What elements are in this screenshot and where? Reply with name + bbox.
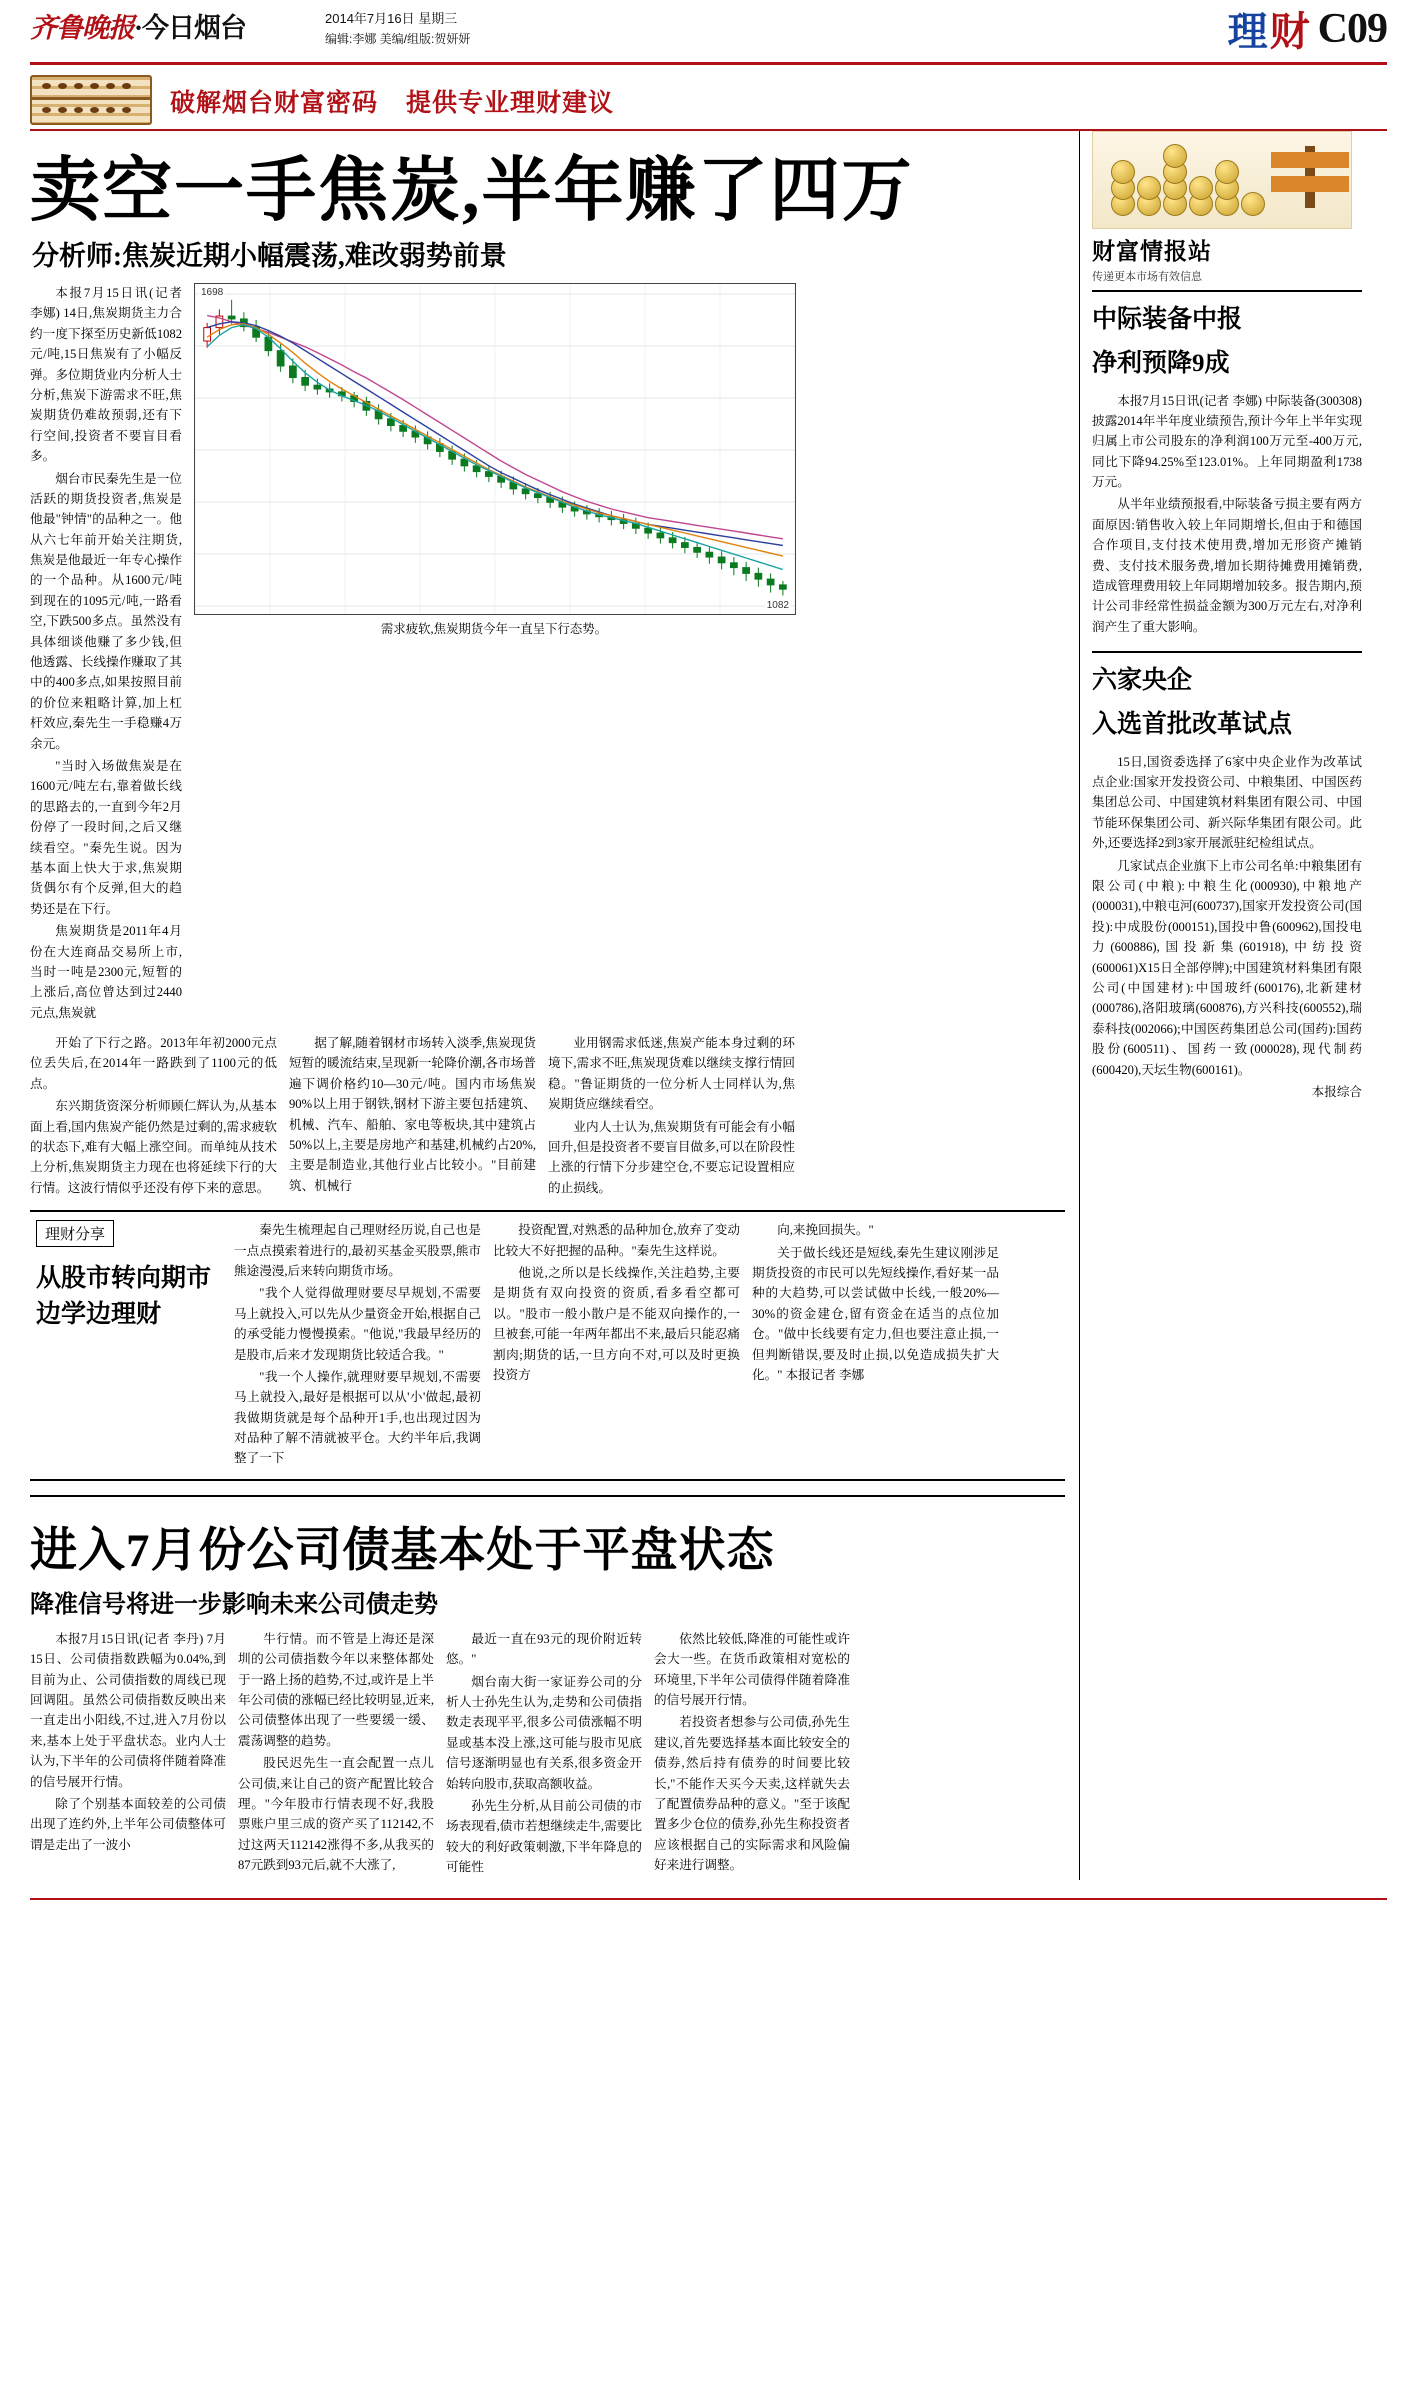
section-name — [1228, 0, 1312, 57]
paragraph: "我个人觉得做理财要尽早规划,不需要马上就投入,可以先从少量资金开始,根据自己的承受能力慢慢摸索。"他说,"我最早经历的是股市,后来才发现期货比较适合我。" — [234, 1286, 481, 1362]
story2-column-1 — [30, 1629, 226, 1880]
paragraph: 据了解,随着钢材市场转入淡季,焦炭现货短暂的暖流结束,呈现新一轮降价潮,各市场普遍下调价格约10—30元/吨。国内市场焦炭90%以上用于钢铁,钢材下游主要包括建筑、机械、汽车、船舶、家电等板块,其中建筑占50%以上,主要是房地产和基建,机械约占20%,主要是制造业,其他行业占比较小。"目前建筑、机械行 — [289, 1036, 536, 1193]
paragraph: 烟台市民秦先生是一位活跃的期货投资者,焦炭是他最"钟情"的品种之一。他从六七年前开始关注期货,焦炭是他最近一年专心操作的一个品种。从1600元/吨到现在的1095元/吨,一路看空,下跌500多点。虽然没有具体细谈他赚了多少钱,但他透露、长线操作赚取了其中的400多点,如果按照目前的价位来粗略计算,加上杠杆效应,秦先生一手稳赚4万余元。 — [30, 471, 182, 751]
banner-slogan-2: 提供专业理财建议 — [406, 90, 615, 117]
story2-column-5 — [862, 1629, 1058, 1880]
abacus-icon — [30, 75, 152, 125]
paragraph: 业内人士认为,焦炭期货有可能会有小幅回升,但是投资者不要盲目做多,可以在阶段性上涨的行情下分步建空仓,不要忘记设置相应的止损线。 — [548, 1119, 795, 1195]
sidebar-news2-body — [1092, 752, 1362, 1103]
footer-rule — [30, 1898, 1387, 1900]
paragraph: 股民迟先生一直会配置一点儿公司债,来让自己的资产配置比较合理。"今年股市行情表现不好,我股票账户里三成的资产买了112142,不过这两天112142涨得不多,从我买的87元跌到93元后,就不大涨了, — [238, 1756, 434, 1873]
sidebar-news2-title-line2: 入选首批改革试点 — [1092, 711, 1293, 739]
paragraph: 牛行情。而不管是上海还是深圳的公司债指数今年以来整体都处于一路上扬的趋势,不过,或许是上半年公司债的涨幅已经比较明显,近来,公司债整体出现了一些要缓一缓、震荡调整的趋势。 — [238, 1631, 434, 1748]
paragraph: 向,来挽回损失。" — [777, 1223, 874, 1238]
paragraph: 几家试点企业旗下上市公司名单:中粮集团有限公司(中粮):中粮生化(000930),中粮地产(000031),中粮屯河(600737),国家开发投资公司(国投):中成股份(000151),国投中鲁(600962),国投电力(600886),国投新集(601918),中纺投资(600061)X15日全部停牌);中国建筑材料集团有限公司(中国建材):中国玻纤(600176),北新建材(000786),洛阳玻璃(600876),方兴科技(600552),瑞泰科技(002066);中国医药集团总公司(国药):国药股份(600511)、国药一致(000028),现代制药(600420),天坛生物(600161)。 — [1092, 858, 1362, 1077]
story2-headline: 进入7月份公司债基本处于平盘状态 — [30, 1524, 775, 1577]
editor-credits: 编辑:李娜 美编/组版:贺妍妍 — [325, 32, 471, 46]
paragraph: 烟台南大街一家证券公司的分析人士孙先生认为,走势和公司债指数走表现平平,很多公司债涨幅不明显或基本没上涨,这可能与股市见底信号逐渐明显也有关系,很多资金开始转向股市,获取高额收益。 — [446, 1674, 642, 1791]
story1-subhead: 分析师:焦炭近期小幅震荡,难改弱势前景 — [32, 241, 507, 271]
share-box-title — [30, 1220, 222, 1471]
paragraph: 若投资者想参与公司债,孙先生建议,首先要选择基本面比较安全的债券,然后持有债券的时间要比较长,"不能作天买今天卖,这样就失去了配置债券品种的意义。"至于该配置多少仓位的债券,孙先生称投资者应该根据自己的实际需求和风险偏好来进行调整。 — [654, 1715, 850, 1873]
story2-column-2 — [238, 1629, 434, 1880]
divider — [1092, 651, 1362, 653]
sidebar-news1-body — [1092, 391, 1362, 638]
story1-column-3 — [289, 1033, 536, 1200]
paragraph: 焦炭期货是2011年4月份在大连商品交易所上市,当时一吨是2300元,短暂的上涨后,高位曾达到过2440元点,焦炭就 — [30, 924, 182, 1020]
paragraph: 投资配置,对熟悉的品种加仓,放弃了变动比较大不好把握的品种。"秦先生这样说。 — [493, 1223, 740, 1258]
paragraph: "当时入场做焦炭是在1600元/吨左右,靠着做长线的思路去的,一直到今年2月份停了一段时间,之后又继续看空。"秦先生说。因为基本面上快大于求,焦炭期货偶尔有个反弹,但大的趋势还是在下行。 — [30, 758, 182, 916]
paper-name-red: 齐鲁晚报 — [30, 13, 134, 43]
main-content — [30, 131, 1065, 1880]
share-box-tag: 理财分享 — [36, 1220, 114, 1247]
paragraph: "我一个人操作,就理财要早规划,不需要马上就投入,最好是根据可以从'小'做起,最初我做期货就是每个品种开1手,也出现过因为对品种了解不清就被平仓。大约半年后,我调整了一下 — [234, 1369, 481, 1466]
share-box-title-line1: 从股市转向期市 — [36, 1265, 212, 1293]
share-column-2 — [493, 1220, 740, 1471]
coins-illustration — [1092, 131, 1352, 229]
chart-low-label: 1082 — [766, 600, 789, 611]
divider — [1092, 290, 1362, 292]
paragraph: 关于做长线还是短线,秦先生建议刚涉足期货投资的市民可以先短线操作,看好某一品种的大趋势,可以尝试做中长线,一般20%—30%的资金建仓,留有资金在适当的点位加仓。"做中长线要有定力,但也要注意止损,一但判断错误,要及时止损,以免造成损失扩大化。" 本报记者 李娜 — [752, 1245, 999, 1382]
story2-column-4 — [654, 1629, 850, 1880]
chart-canvas — [194, 283, 796, 615]
paper-logo — [30, 6, 246, 45]
page-number: C09 — [1317, 5, 1387, 52]
paragraph: 他说,之所以是长线操作,关注趋势,主要是期货有双向投资的资质,看多看空都可以。"股市一般小散户是不能双向操作的,一旦被套,可能一年两年都出不来,最后只能忍痛割肉;期货的话,一旦方向不对,可以及时更换投资方 — [493, 1265, 740, 1382]
paragraph: 本报7月15日讯(记者 李娜) 14日,焦炭期货主力合约一度下探至历史新低1082元/吨,15日焦炭有了小幅反弹。多位期货业内分析人士分析,焦炭下游需求不旺,焦炭期货仍难故预弱,还有下行空间,投资者不要盲目看多。 — [30, 286, 182, 464]
masthead — [30, 0, 1387, 65]
story1-headline: 卖空一手焦炭,半年赚了四万 — [30, 153, 914, 230]
signpost-icon — [1305, 146, 1315, 208]
section-char-2: 财 — [1269, 9, 1312, 54]
paragraph: 依然比较低,降准的可能性或许会大一些。在货币政策相对宽松的环境里,下半年公司债得伴随着降准的信号展开行情。 — [654, 1631, 850, 1708]
paragraph: 本报7月15日讯(记者 李娜) 中际装备(300308)披露2014年半年度业绩预告,预计今年上半年实现归属上市公司股东的净利润100万元至-400万元,同比下降94.25%至123.01%。上年同期盈利1738万元。 — [1092, 393, 1362, 490]
share-column-3 — [752, 1220, 999, 1471]
lifi-share-box — [30, 1210, 1065, 1481]
story1-column-5 — [807, 1033, 1054, 1200]
coke-futures-chart — [194, 283, 794, 1025]
story1-column-2 — [30, 1033, 277, 1200]
paragraph: 从半年业绩预报看,中际装备亏损主要有两方面原因:销售收入较上年同期增长,但由于和德国合作项目,支付技术使用费,增加无形资产摊销费、支付技术服务费,增加长期待摊费用摊销费,造成管理费用较上年同期增加较多。报告期内,预计公司非经常性损益金额为300万元左右,对净利润产生了重大影响。 — [1092, 497, 1362, 634]
section-banner — [30, 73, 1387, 131]
paragraph: 孙先生分析,从目前公司债的市场表现看,债市若想继续走牛,需要比较大的利好政策刺激,下半年降息的可能性 — [446, 1799, 642, 1875]
story1-column-1 — [30, 283, 182, 1025]
paragraph: 秦先生梳理起自己理财经历说,自己也是一点点摸索着进行的,最初买基金买股票,熊市熊途漫漫,后来转向期货市场。 — [234, 1223, 481, 1278]
sidebar-brand-title: 财富情报站 — [1092, 239, 1212, 264]
story2-column-3 — [446, 1629, 642, 1880]
sidebar-brand — [1092, 233, 1362, 284]
paragraph: 东兴期货资深分析师顾仁辉认为,从基本面上看,国内焦炭产能仍然是过剩的,需求疲软的状态下,难有大幅上涨空间。而单纯从技术上分析,焦炭期货主力现在也将延续下行的大行情。这波行情似乎还没有停下来的意思。 — [30, 1099, 277, 1195]
sidebar-brand-subtitle: 传递更本市场有效信息 — [1092, 271, 1202, 283]
paragraph: 除了个别基本面较差的公司债出现了连约外,上半年公司债整体可谓是走出了一波小 — [30, 1797, 226, 1852]
paragraph: 15日,国资委选择了6家中央企业作为改革试点企业:国家开发投资公司、中粮集团、中国医药集团总公司、中国建筑材料集团有限公司、中国节能环保集团公司、新兴际华集团有限公司。此外,还要选择2到3家开展派驻纪检组试点。 — [1092, 754, 1362, 851]
story1-column-4 — [548, 1033, 795, 1200]
paper-name-black: 今日烟台 — [142, 13, 247, 43]
sidebar-news2-title-line1: 六家央企 — [1092, 667, 1193, 695]
sidebar — [1079, 131, 1362, 1880]
chart-caption: 需求疲软,焦炭期货今年一直呈下行态势。 — [380, 622, 608, 636]
paragraph: 本报7月15日讯(记者 李丹) 7月15日、公司债指数跌幅为0.04%,到目前为止、公司债指数的周线已现回调阻。虽然公司债指数反映出来一直走出小阳线,不过,进入7月份以来,基本上处于平盘状态。业内人士认为,下半年的公司债将伴随着降准的信号展开行情。 — [30, 1631, 226, 1789]
share-column-1 — [234, 1220, 481, 1471]
story2 — [30, 1495, 1065, 1880]
chart-high-label: 1698 — [201, 287, 224, 298]
story2-subhead: 降准信号将进一步影响未来公司债走势 — [30, 1591, 438, 1618]
paper-dot: · — [134, 13, 143, 43]
paragraph: 业用钢需求低迷,焦炭产能本身过剩的环境下,需求不旺,焦炭现货难以继续支撑行情回稳。"鲁证期货的一位分析人士同样认为,焦炭期货应继续看空。 — [548, 1036, 795, 1112]
paragraph: 最近一直在93元的现价附近转悠。" — [446, 1631, 642, 1667]
sidebar-news1-title-line2: 净利预降9成 — [1092, 350, 1230, 378]
paragraph: 开始了下行之路。2013年年初2000元点位丢失后,在2014年一路跌到了1100元的低点。 — [30, 1036, 277, 1091]
section-char-1: 理 — [1227, 9, 1270, 54]
sidebar-news1-title-line1: 中际装备中报 — [1092, 306, 1243, 333]
banner-slogans — [170, 83, 642, 119]
section-header — [1228, 0, 1387, 57]
issue-date: 2014年7月16日 星期三 — [325, 11, 458, 26]
banner-slogan-1: 破解烟台财富密码 — [170, 90, 379, 117]
byline: 本报综合 — [1311, 1084, 1362, 1099]
share-box-title-line2: 边学边理财 — [36, 1301, 162, 1329]
